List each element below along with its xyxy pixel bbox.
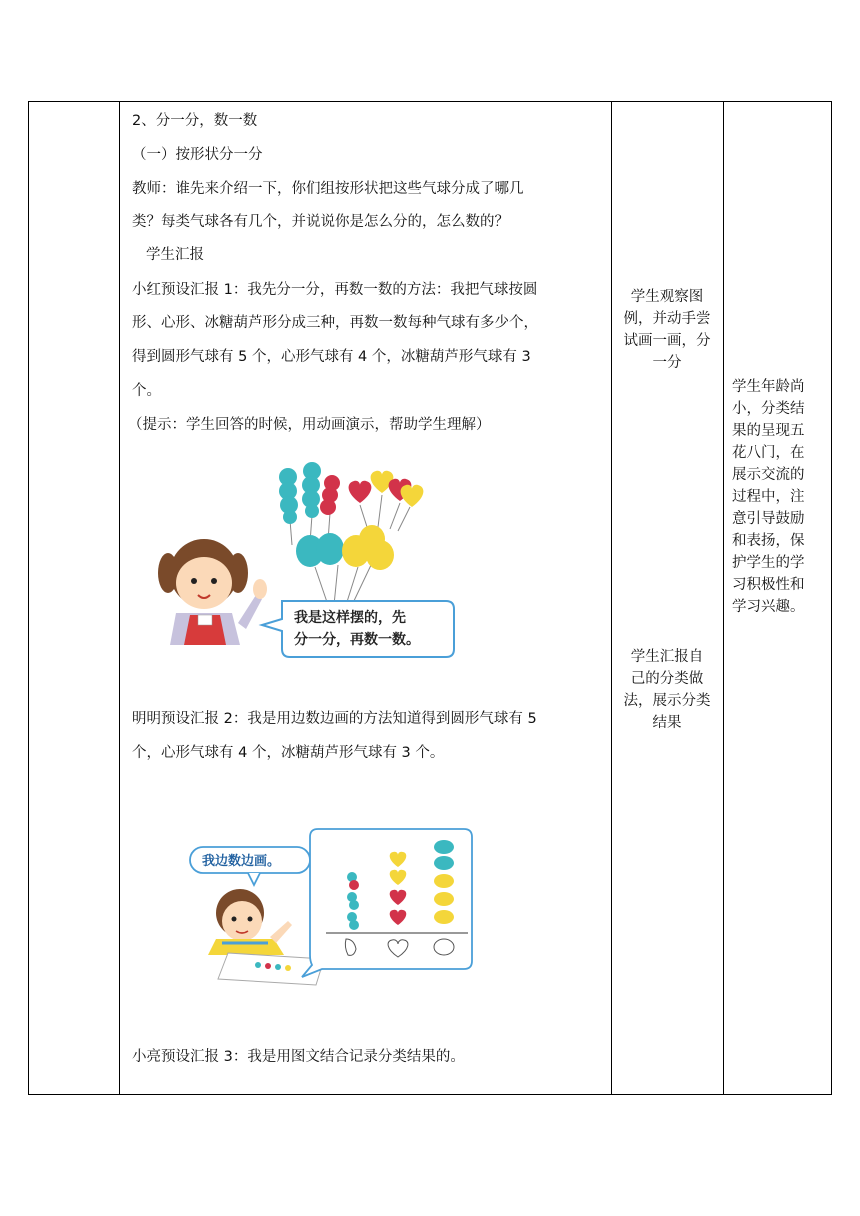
boy-figure xyxy=(208,889,292,955)
girl-figure xyxy=(158,539,267,645)
mingming-report-line: 个，心形气球有 4 个，冰糖葫芦形气球有 3 个。 xyxy=(132,745,445,761)
student-activity-line: 试画一画，分 xyxy=(623,333,711,349)
subsection-title: （一）按形状分一分 xyxy=(132,147,263,163)
xiaohong-report-line: 形、心形、冰糖葫芦形分成三种，再数一数每种气球有多少个， xyxy=(132,315,538,331)
student-report-heading: 学生汇报 xyxy=(146,247,204,263)
candied-haw-balloons xyxy=(279,462,340,524)
design-note-line: 和表扬，保 xyxy=(732,533,805,549)
xiaohong-report-line: 得到圆形气球有 5 个，心形气球有 4 个，冰糖葫芦形气球有 3 xyxy=(132,349,531,365)
speech-bubble xyxy=(190,847,310,885)
design-note-line: 意引导鼓励 xyxy=(732,511,805,527)
student-activity-line: 结果 xyxy=(652,715,682,731)
design-note-line: 花八门，在 xyxy=(732,445,805,461)
xiaoliang-report: 小亮预设汇报 3：我是用图文结合记录分类结果的。 xyxy=(132,1049,465,1065)
mingming-report-line: 明明预设汇报 2：我是用边数边画的方法知道得到圆形气球有 5 xyxy=(132,711,537,727)
bubble-text: 我边数边画。 xyxy=(202,854,281,869)
xiaohong-report-line: 小红预设汇报 1：我先分一分，再数一数的方法：我把气球按圆 xyxy=(132,282,538,298)
design-note-line: 过程中，注 xyxy=(732,489,805,505)
bubble-text-line: 我是这样摆的，先 xyxy=(294,610,406,626)
teacher-question-line: 教师：谁先来介绍一下，你们组按形状把这些气球分成了哪几 xyxy=(132,181,524,197)
teacher-question-line: 类？每类气球各有几个，并说说你是怎么分的，怎么数的？ xyxy=(132,214,509,230)
student-activity-line: 法，展示分类 xyxy=(623,693,711,709)
design-note-line: 学习兴趣。 xyxy=(732,599,805,615)
student-activity-line: 学生观察图 xyxy=(630,289,704,305)
student-activity-line: 一分 xyxy=(652,355,682,371)
design-note-line: 习积极性和 xyxy=(732,577,805,593)
student-activity-line: 己的分类做 xyxy=(630,671,704,687)
design-note-line: 展示交流的 xyxy=(732,467,805,483)
student-activity-line: 学生汇报自 xyxy=(630,649,704,665)
design-note-line: 果的呈现五 xyxy=(732,423,805,439)
section-title: 2、分一分，数一数 xyxy=(132,113,258,129)
design-note-line: 护学生的学 xyxy=(732,555,805,571)
student-activity-block-2 xyxy=(615,646,719,734)
heart-balloons xyxy=(349,471,424,507)
xiaohong-report-line: 个。 xyxy=(132,383,161,399)
hint-text: （提示：学生回答的时候，用动画演示，帮助学生理解） xyxy=(128,417,491,433)
design-note-line: 学生年龄尚 xyxy=(732,379,805,395)
student-activity-block-1 xyxy=(615,286,719,374)
column-divider xyxy=(723,102,724,1094)
column-divider xyxy=(119,102,120,1094)
speech-bubble xyxy=(262,601,454,657)
tally-board xyxy=(302,829,472,977)
bubble-text-line: 分一分，再数一数。 xyxy=(294,632,420,648)
boy-drawing-illustration xyxy=(188,825,478,985)
student-activity-line: 例，并动手尝 xyxy=(623,311,711,327)
design-note-line: 小，分类结 xyxy=(732,401,805,417)
design-intent-note xyxy=(732,376,828,618)
girl-balloons-illustration xyxy=(150,455,460,665)
